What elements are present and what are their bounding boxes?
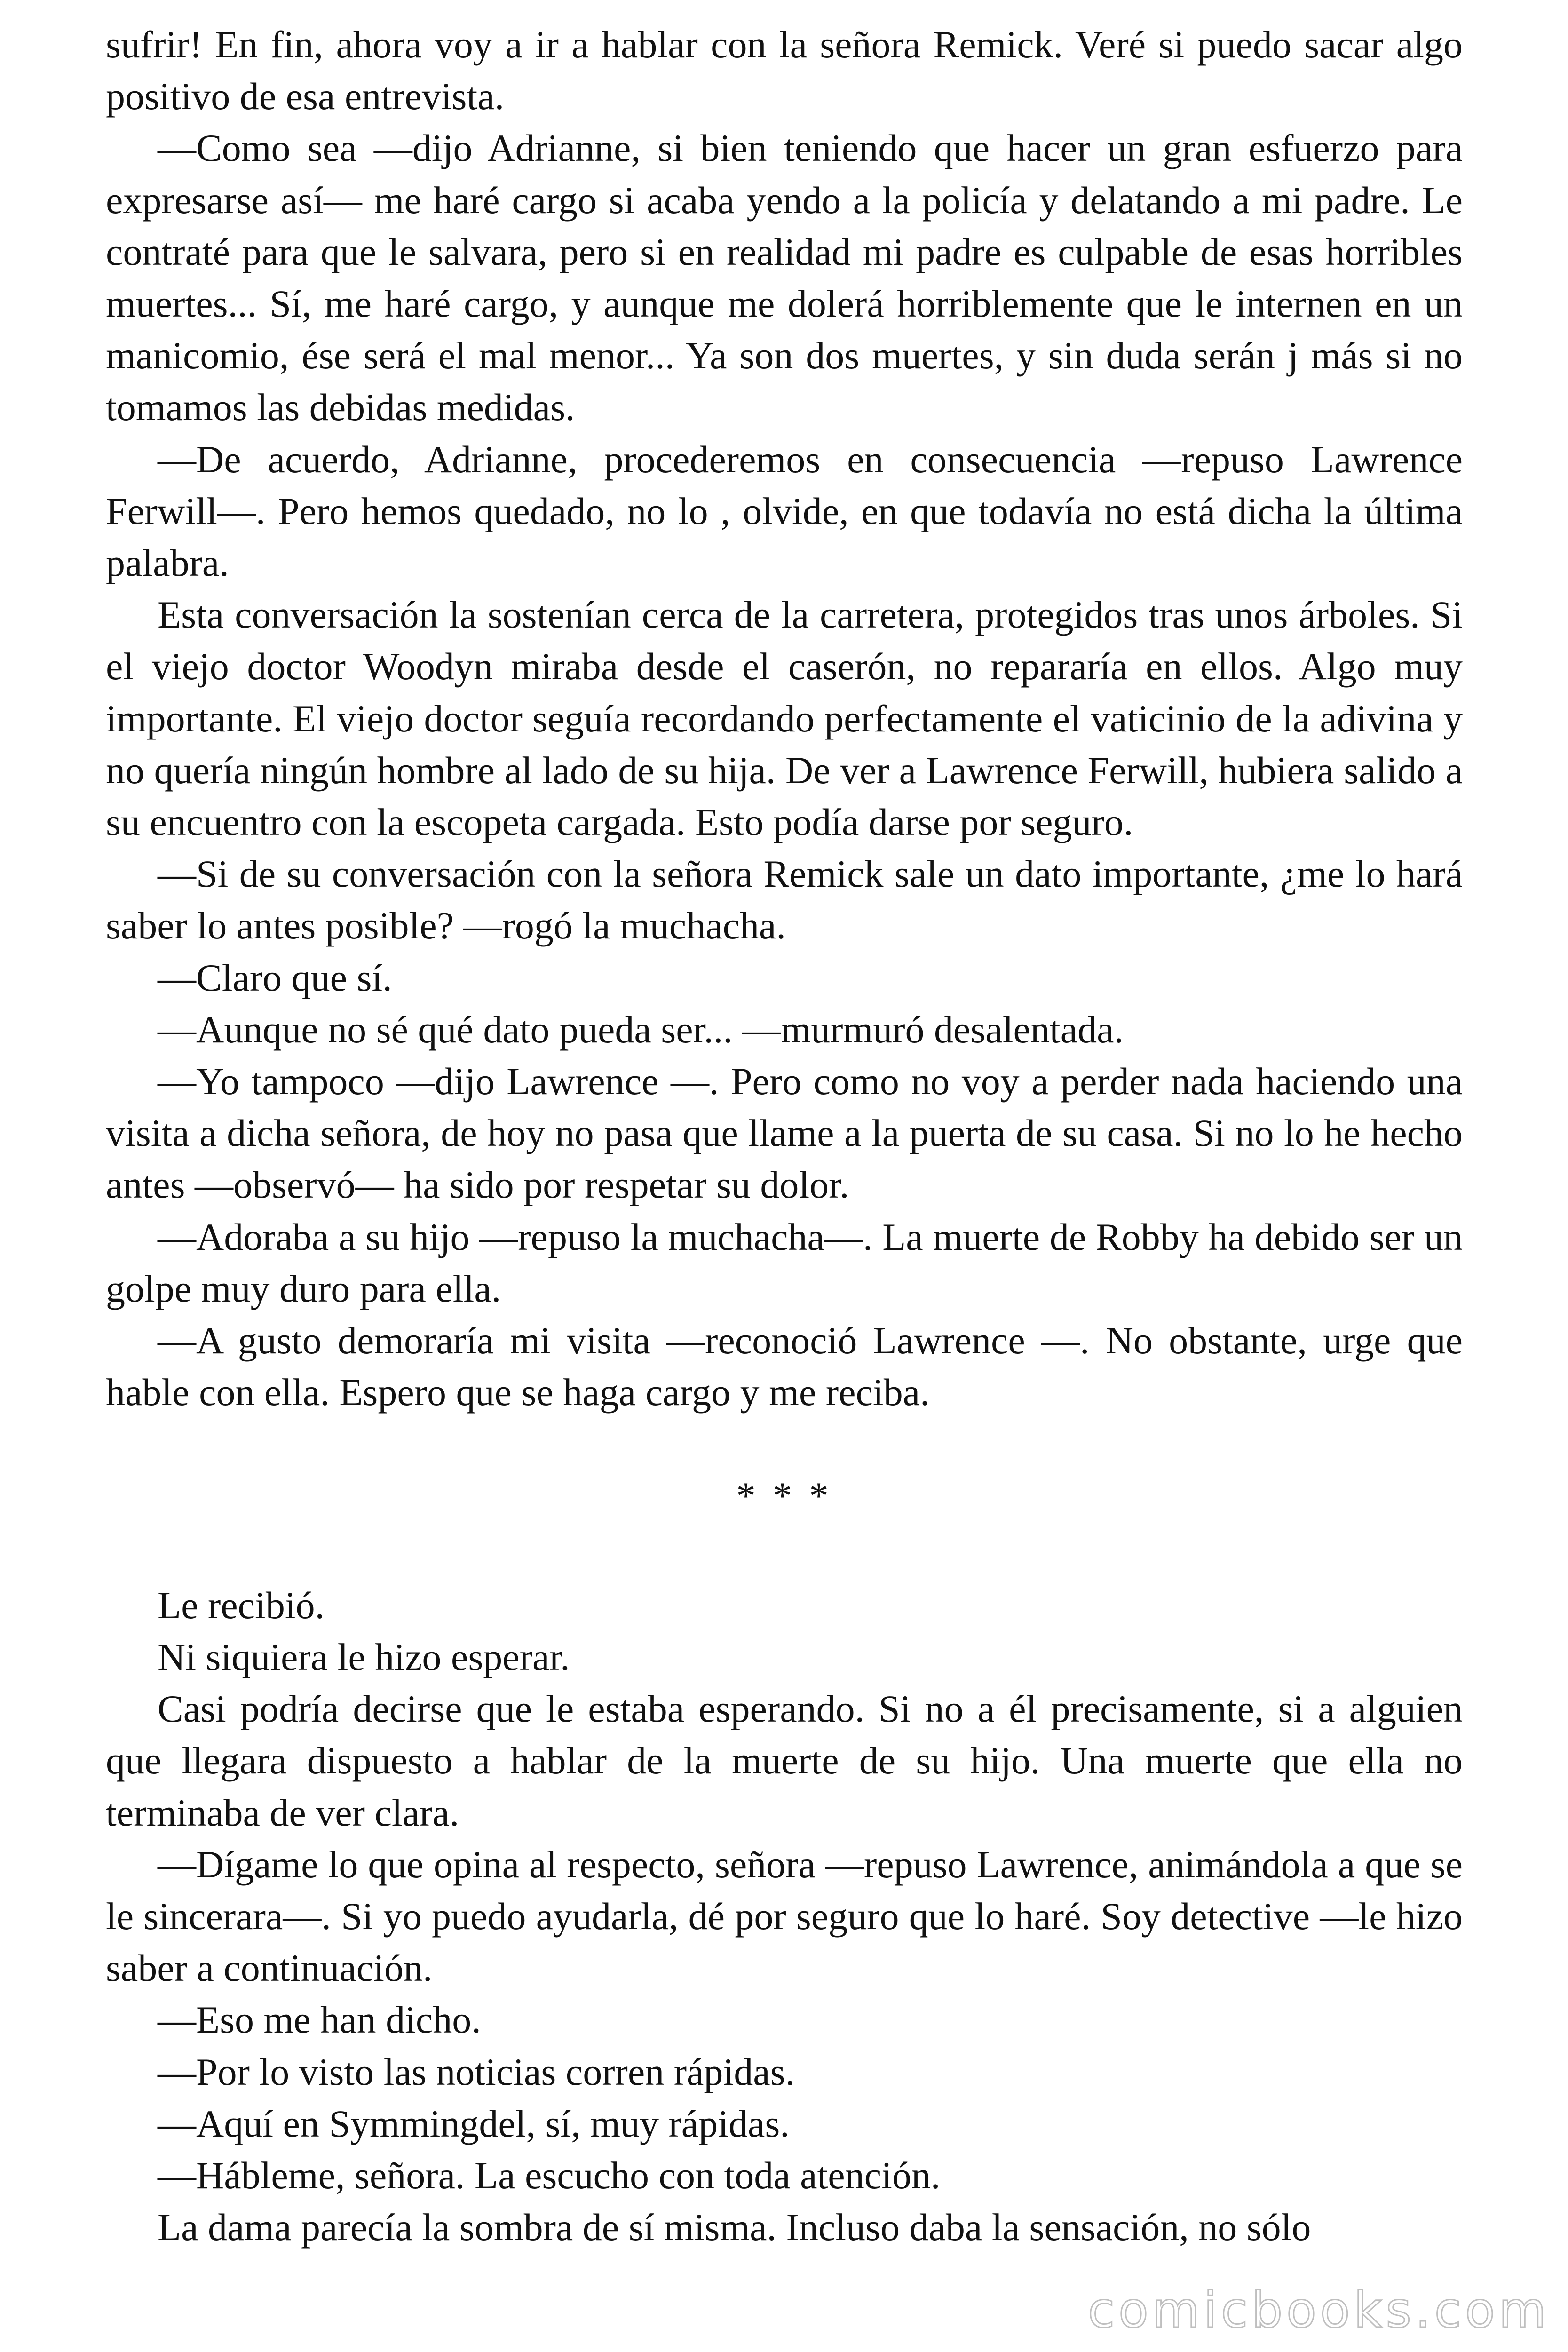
paragraph: —Eso me han dicho. xyxy=(158,1998,481,2042)
paragraph: —Yo tampoco —dijo Lawrence —. Pero como no voy a perder nada haciendo una visita a dicha señora, de hoy no pasa que llame a la puerta de su casa. Si no lo he hecho antes —observó— ha sido por respetar su dolor. xyxy=(106,1060,1463,1207)
paragraph: —De acuerdo, Adrianne, procederemos en consecuencia —repuso Lawrence Ferwill—. Pero hemos quedado, no lo , olvide, en que todavía no está dicha la última palabra. xyxy=(106,437,1463,585)
paragraph: —Adoraba a su hijo —repuso la muchacha—. La muerte de Robby ha debido ser un golpe muy duro para ella. xyxy=(106,1215,1463,1310)
book-page xyxy=(106,19,1463,2253)
paragraph: Le recibió. xyxy=(158,1583,325,1627)
watermark-logo: comicbooks.com xyxy=(1087,2281,1550,2339)
paragraph: sufrir! En fin, ahora voy a ir a hablar con la señora Remick. Veré si puedo sacar algo positivo de esa entrevista. xyxy=(106,23,1463,118)
paragraph: —Aquí en Symmingdel, sí, muy rápidas. xyxy=(158,2102,790,2145)
paragraph: La dama parecía la sombra de sí misma. Incluso daba la sensación, no sólo xyxy=(158,2206,1311,2249)
paragraph: —Si de su conversación con la señora Remick sale un dato importante, ¿me lo hará saber lo antes posible? —rogó la muchacha. xyxy=(106,852,1463,947)
paragraph: —A gusto demoraría mi visita —reconoció Lawrence —. No obstante, urge que hable con ella. Espero que se haga cargo y me reciba. xyxy=(106,1319,1463,1414)
paragraph: —Por lo visto las noticias corren rápidas. xyxy=(158,2050,795,2093)
paragraph: —Claro que sí. xyxy=(158,956,392,999)
paragraph: Casi podría decirse que le estaba esperando. Si no a él precisamente, si a alguien que llegara dispuesto a hablar de la muerte de su hijo. Una muerte que ella no terminaba de ver clara. xyxy=(106,1687,1463,1834)
section-after-break xyxy=(106,1580,1463,2254)
paragraph: —Dígame lo que opina al respecto, señora —repuso Lawrence, animándola a que se le sincerara—. Si yo puedo ayudarla, dé por seguro que lo haré. Soy detective —le hizo saber a continuación. xyxy=(106,1843,1463,1990)
paragraph: —Como sea —dijo Adrianne, si bien teniendo que hacer un gran esfuerzo para expresarse así— me haré cargo si acaba yendo a la policía y delatando a mi padre. Le contraté para que le salvara, pero si en realidad mi padre es culpable de esas horribles muertes... Sí, me haré cargo, y aunque me dolerá horriblemente que le internen en un manicomio, ése será el mal menor... Ya son dos muertes, y sin duda serán j más si no tomamos las debidas medidas. xyxy=(106,127,1463,429)
paragraph: —Hábleme, señora. La escucho con toda atención. xyxy=(158,2153,941,2197)
paragraph: Esta conversación la sostenían cerca de la carretera, protegidos tras unos árboles. Si el viejo doctor Woodyn miraba desde el caserón, no repararía en ellos. Algo muy importante. El viejo doctor seguía recordando perfectamente el vaticinio de la adivina y no quería ningún hombre al lado de su hija. De ver a Lawrence Ferwill, hubiera salido a su encuentro con la escopeta cargada. Esto podía darse por seguro. xyxy=(106,593,1463,844)
paragraph: —Aunque no sé qué dato pueda ser... —murmuró desalentada. xyxy=(158,1008,1124,1051)
section-before-break xyxy=(106,19,1463,1418)
paragraph: Ni siquiera le hizo esperar. xyxy=(158,1635,570,1678)
scene-break: * * * xyxy=(736,1474,832,1518)
